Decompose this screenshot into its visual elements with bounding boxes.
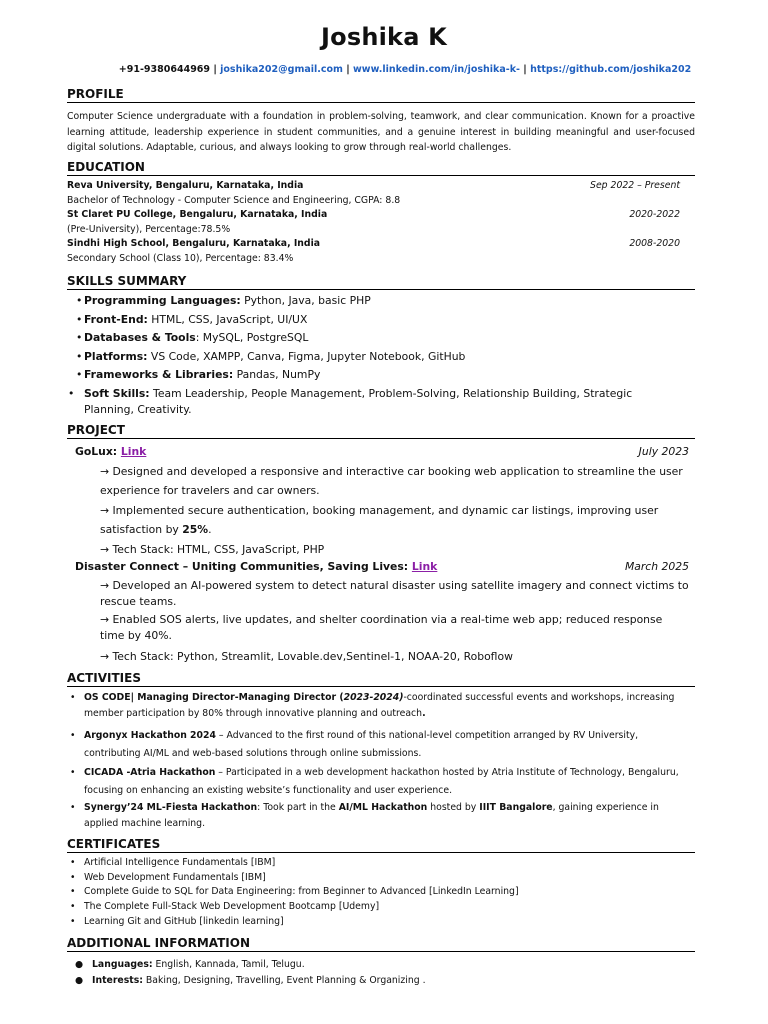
project-date: March 2025 <box>624 560 689 573</box>
activity-title: OS CODE| Managing Director-Managing Director ( <box>84 692 344 703</box>
activity-text: : Took part in the <box>257 802 339 813</box>
separator: | <box>210 64 221 75</box>
skill-item <box>76 312 676 328</box>
activity-title: CICADA -Atria Hackathon <box>84 767 216 778</box>
additional-value: Baking, Designing, Travelling, Event Planning & Organizing . <box>142 975 426 986</box>
bullet: ● <box>75 959 84 970</box>
activity-years: 2023-2024) <box>343 692 404 703</box>
project-point <box>100 501 690 539</box>
bullet: • <box>70 857 76 868</box>
project-point-text: → Implemented secure authentication, booking management, and dynamic car listings, improving user satisfaction by <box>100 504 659 536</box>
profile-text: Computer Science undergraduate with a foundation in problem-solving, teamwork, and clear communication. Known for a proactive learning attitude, leadership experience in student communities, and a genuine interest in building meaningful and user-focused digital solutions. Adaptable, curious, and always looking to grow through real-world challenges. <box>67 111 695 153</box>
education-detail: (Pre-University), Percentage:78.5% <box>67 224 231 235</box>
skill-item <box>76 367 676 383</box>
separator: | <box>519 64 531 75</box>
github-link[interactable]: https://github.com/joshika202 <box>530 64 692 75</box>
skill-value: Python, Java, basic PHP <box>240 294 371 307</box>
phone-number: +91-9380644969 <box>118 64 211 75</box>
skill-item <box>68 386 684 417</box>
education-heading: EDUCATION <box>67 160 695 176</box>
activity-highlight: IIIT Bangalore <box>479 802 553 813</box>
project-point: → Enabled SOS alerts, live updates, and shelter coordination via a real-time web app; reduced response time by 40%. <box>100 613 663 642</box>
activity-title: Argonyx Hackathon 2024 <box>84 730 216 741</box>
additional-label: Languages: <box>92 959 153 970</box>
skill-item <box>76 349 676 365</box>
bullet: • <box>68 387 75 400</box>
additional-heading: ADDITIONAL INFORMATION <box>67 936 695 952</box>
project-link[interactable]: Link <box>411 560 438 573</box>
project-metric: 25% <box>182 523 209 536</box>
skill-item <box>76 293 676 309</box>
certificate-text: Web Development Fundamentals [IBM] <box>84 872 266 883</box>
school-name: Sindhi High School, Bengaluru, Karnataka, India <box>67 238 321 249</box>
activity-text: – Participated in a web development hackathon hosted by Atria Institute of Technology, Bengaluru, focusing on enhancing an existing website’s functionality and user experience. <box>84 767 679 796</box>
school-name: Reva University, Bengaluru, Karnataka, India <box>67 180 304 191</box>
project-title <box>75 559 689 574</box>
skill-label: Platforms: <box>84 350 148 363</box>
activity-text: – Advanced to the first round of this national-level competition arranged by RV University, contributing AI/ML and web-based solutions through online submissions. <box>84 730 639 759</box>
linkedin-link[interactable]: www.linkedin.com/in/joshika-k- <box>353 64 520 75</box>
bullet: • <box>76 368 83 381</box>
skill-label: Frameworks & Libraries: <box>84 368 234 381</box>
certificate-item <box>70 856 690 870</box>
certificate-item <box>70 885 690 899</box>
certificate-item <box>70 900 690 914</box>
bullet: • <box>70 872 76 883</box>
education-date: Sep 2022 – Present <box>590 180 680 191</box>
bullet: • <box>76 294 83 307</box>
bullet: • <box>76 350 83 363</box>
bullet: • <box>70 916 76 927</box>
skill-item <box>76 330 676 346</box>
bullet: • <box>70 730 76 741</box>
certificates-heading: CERTIFICATES <box>67 837 695 853</box>
certificate-text: Complete Guide to SQL for Data Engineering: from Beginner to Advanced [LinkedIn Learning] <box>84 886 519 897</box>
bullet: • <box>76 313 83 326</box>
project-heading: PROJECT <box>67 423 695 439</box>
project-point: → Designed and developed a responsive and interactive car booking web application to streamline the user experience for travelers and car owners. <box>100 465 683 497</box>
bullet: • <box>76 331 83 344</box>
activity-title: Synergy’24 ML-Fiesta Hackathon <box>84 802 258 813</box>
bullet: ● <box>75 975 84 986</box>
certificate-text: Artificial Intelligence Fundamentals [IBM] <box>84 857 276 868</box>
skill-value: HTML, CSS, JavaScript, UI/UX <box>147 313 308 326</box>
activities-heading: ACTIVITIES <box>67 671 695 687</box>
additional-value: English, Kannada, Tamil, Telugu. <box>152 959 305 970</box>
skill-value: : MySQL, PostgreSQL <box>195 331 309 344</box>
activity-highlight: AI/ML Hackathon <box>338 802 428 813</box>
activity-item <box>70 800 690 832</box>
skill-label: Front-End: <box>84 313 148 326</box>
project-link[interactable]: Link <box>120 445 147 458</box>
education-school <box>67 208 680 222</box>
education-detail: Bachelor of Technology - Computer Science and Engineering, CGPA: 8.8 <box>67 195 401 206</box>
education-date: 2008-2020 <box>629 238 680 249</box>
separator: | <box>342 64 354 75</box>
email-link[interactable]: joshika202@gmail.com <box>220 64 343 75</box>
certificate-item <box>70 871 690 885</box>
activity-text: -coordinated successful events and workshops, increasing member participation by 80% through innovative planning and outreach <box>84 692 675 719</box>
activity-text: , gaining experience in applied machine learning. <box>84 802 659 829</box>
profile-heading: PROFILE <box>67 87 695 103</box>
project-point: → Developed an AI-powered system to detect natural disaster using satellite imagery and connect victims to rescue teams. <box>100 579 689 608</box>
project-date: July 2023 <box>638 445 689 458</box>
skill-value: Team Leadership, People Management, Problem-Solving, Relationship Building, Strategic Planning, Creativity. <box>84 387 633 416</box>
skill-label: Soft Skills: <box>84 387 150 400</box>
certificate-text: Learning Git and GitHub [linkedin learning] <box>84 916 284 927</box>
bullet: • <box>70 692 76 703</box>
bullet: • <box>70 901 76 912</box>
skill-value: Pandas, NumPy <box>233 368 321 381</box>
activity-end: . <box>422 708 426 719</box>
activity-item <box>70 764 690 799</box>
skills-heading: SKILLS SUMMARY <box>67 274 695 290</box>
candidate-name: Joshika K <box>321 23 447 51</box>
bullet: • <box>70 886 76 897</box>
activity-text: hosted by <box>427 802 480 813</box>
school-name: St Claret PU College, Bengaluru, Karnataka, India <box>67 209 328 220</box>
additional-item <box>75 973 695 989</box>
contact-line <box>0 64 768 75</box>
project-point: → Tech Stack: HTML, CSS, JavaScript, PHP <box>100 543 325 556</box>
certificate-text: The Complete Full-Stack Web Development Bootcamp [Udemy] <box>84 901 380 912</box>
education-date: 2020-2022 <box>629 209 680 220</box>
project-name: GoLux: <box>75 445 121 458</box>
project-point: → Tech Stack: Python, Streamlit, Lovable.dev,Sentinel-1, NOAA-20, Roboflow <box>100 650 513 663</box>
bullet: • <box>70 767 76 778</box>
project-point-end: . <box>208 523 212 536</box>
additional-label: Interests: <box>92 975 143 986</box>
project-title <box>75 444 689 459</box>
education-school <box>67 237 680 251</box>
skill-label: Databases & Tools <box>84 331 196 344</box>
education-detail: Secondary School (Class 10), Percentage: 83.4% <box>67 253 294 264</box>
certificate-item <box>70 915 690 929</box>
education-school <box>67 179 680 193</box>
skill-label: Programming Languages: <box>84 294 241 307</box>
additional-item <box>75 957 695 973</box>
project-name: Disaster Connect – Uniting Communities, Saving Lives: <box>75 560 412 573</box>
skill-value: VS Code, XAMPP, Canva, Figma, Jupyter Notebook, GitHub <box>147 350 466 363</box>
activity-item <box>70 727 690 762</box>
bullet: • <box>70 802 76 813</box>
activity-item <box>70 690 690 722</box>
